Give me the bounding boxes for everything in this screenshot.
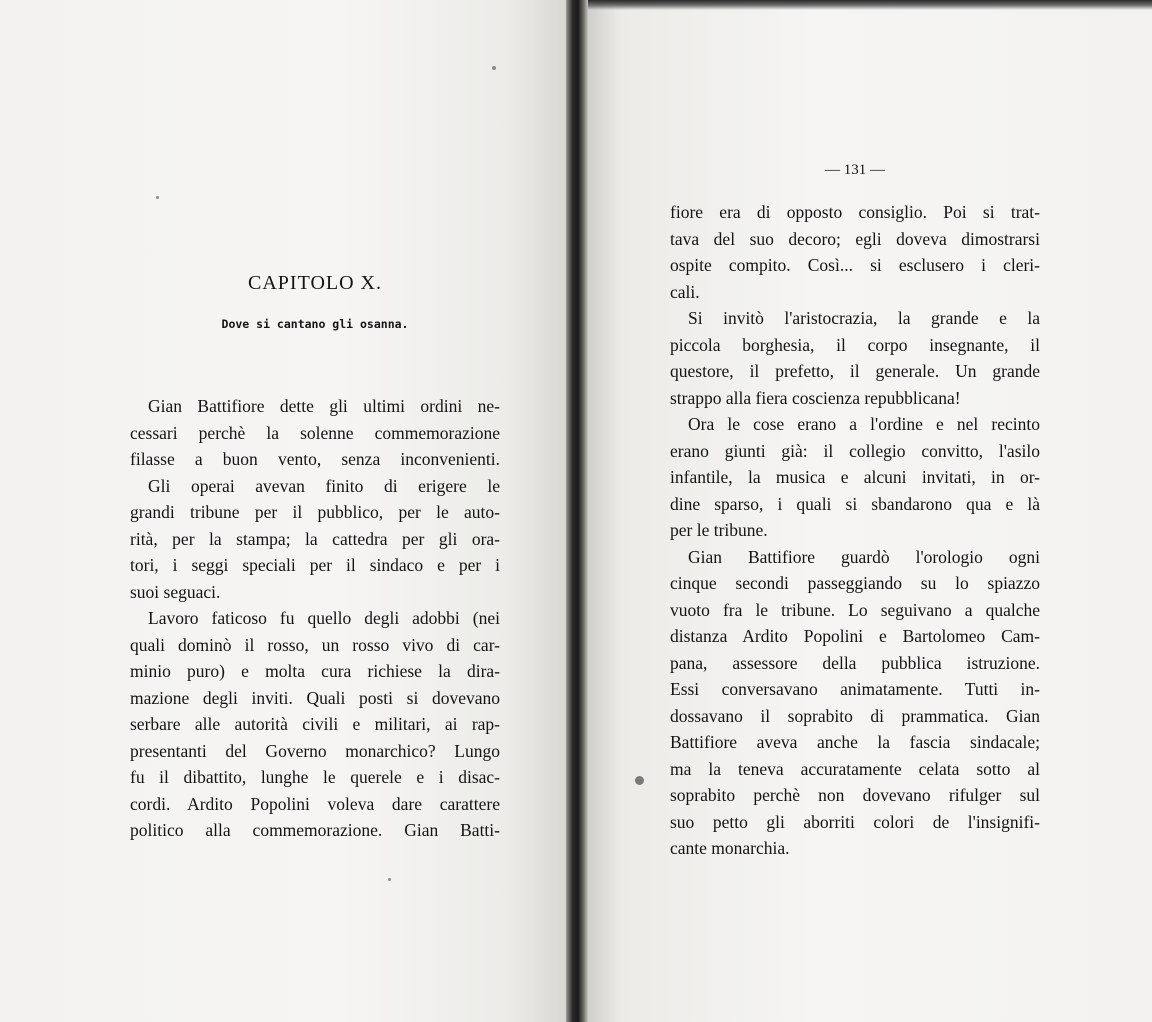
text-line: politico alla commemorazione. Gian Batti-	[130, 820, 500, 840]
text-line: ma la teneva accuratamente celata sotto al	[670, 758, 1040, 779]
text-line: rità, per la stampa; la cattedra per gli ora-	[130, 528, 500, 549]
book-gutter	[566, 0, 588, 1022]
text-line: Gian Battifiore dette gli ultimi ordini ne-	[148, 396, 500, 416]
text-line: fu il dibattito, lunghe le querele e i disac-	[130, 767, 500, 787]
paper-speck	[388, 878, 391, 881]
text-line: Ora le cose erano a l'ordine e nel recinto	[688, 414, 1040, 434]
page-top-edge-shadow	[588, 0, 1152, 10]
paper-speck	[635, 776, 644, 785]
chapter-title: CAPITOLO X.	[248, 272, 382, 294]
text-line: erano giunti già: il collegio convitto, l'asilo	[670, 440, 1040, 461]
text-line: soprabito perchè non dovevano rifulger sul	[670, 785, 1040, 805]
text-line: piccola borghesia, il corpo insegnante, il	[670, 334, 1040, 355]
text-line: dossavano il soprabito di prammatica. Gian	[670, 705, 1040, 726]
text-line: cinque secondi passeggiando su lo spiazzo	[670, 573, 1040, 593]
text-line: dine sparso, i quali si sbandarono qua e là	[670, 493, 1040, 514]
text-line: cante monarchia.	[670, 838, 790, 858]
text-line: tava del suo decoro; egli doveva dimostrarsi	[670, 228, 1040, 249]
left-page-body	[130, 393, 500, 844]
text-line: filasse a buon vento, senza inconvenienti.	[130, 449, 500, 469]
text-line: fiore era di opposto consiglio. Poi si trat-	[670, 202, 1040, 222]
page-number: — 131 —	[825, 162, 885, 178]
text-line: questore, il prefetto, il generale. Un grande	[670, 361, 1040, 381]
text-line: vuoto fra le tribune. Lo seguivano a qualche	[670, 599, 1040, 620]
text-line: Gli operai avevan finito di erigere le	[148, 475, 500, 496]
text-line: mazione degli inviti. Quali posti si dovevano	[130, 687, 500, 708]
text-line: distanza Ardito Popolini e Bartolomeo Cam-	[670, 626, 1040, 646]
text-line: quali dominò il rosso, un rosso vivo di car-	[130, 634, 500, 655]
text-line: Essi conversavano animatamente. Tutti in-	[670, 679, 1040, 699]
text-line: serbare alle autorità civili e militari, ai rap-	[130, 714, 500, 734]
text-line: Si invitò l'aristocrazia, la grande e la	[688, 308, 1040, 328]
text-line: pana, assessore della pubblica istruzione.	[670, 652, 1040, 673]
text-line: Battifiore aveva anche la fascia sindacale;	[670, 732, 1040, 752]
text-line: grandi tribune per il pubblico, per le auto-	[130, 502, 500, 522]
right-page-body	[670, 199, 1040, 862]
text-line: cordi. Ardito Popolini voleva dare carattere	[130, 793, 500, 814]
text-line: per le tribune.	[670, 520, 768, 540]
text-line: tori, i seggi speciali per il sindaco e per i	[130, 555, 500, 575]
text-line: presentanti del Governo monarchico? Lungo	[130, 740, 500, 761]
text-line: strappo alla fiera coscienza repubblicana!	[670, 387, 961, 408]
text-line: Lavoro faticoso fu quello degli adobbi (nei	[148, 608, 500, 628]
text-line: infantile, la musica e alcuni invitati, in or-	[670, 467, 1040, 487]
text-line: Gian Battifiore guardò l'orologio ogni	[688, 546, 1040, 567]
paper-speck	[156, 196, 159, 199]
text-line: minio puro) e molta cura richiese la dira-	[130, 661, 500, 681]
paper-speck	[492, 66, 496, 70]
text-line: ospite compito. Così... si esclusero i cleri-	[670, 255, 1040, 275]
text-line: suoi seguaci.	[130, 581, 221, 602]
text-line: cali.	[670, 281, 700, 302]
text-line: cessari perchè la solenne commemorazione	[130, 422, 500, 443]
text-line: suo petto gli aborriti colori de l'insignifi-	[670, 811, 1040, 832]
chapter-subtitle: Dove si cantano gli osanna.	[221, 317, 409, 331]
